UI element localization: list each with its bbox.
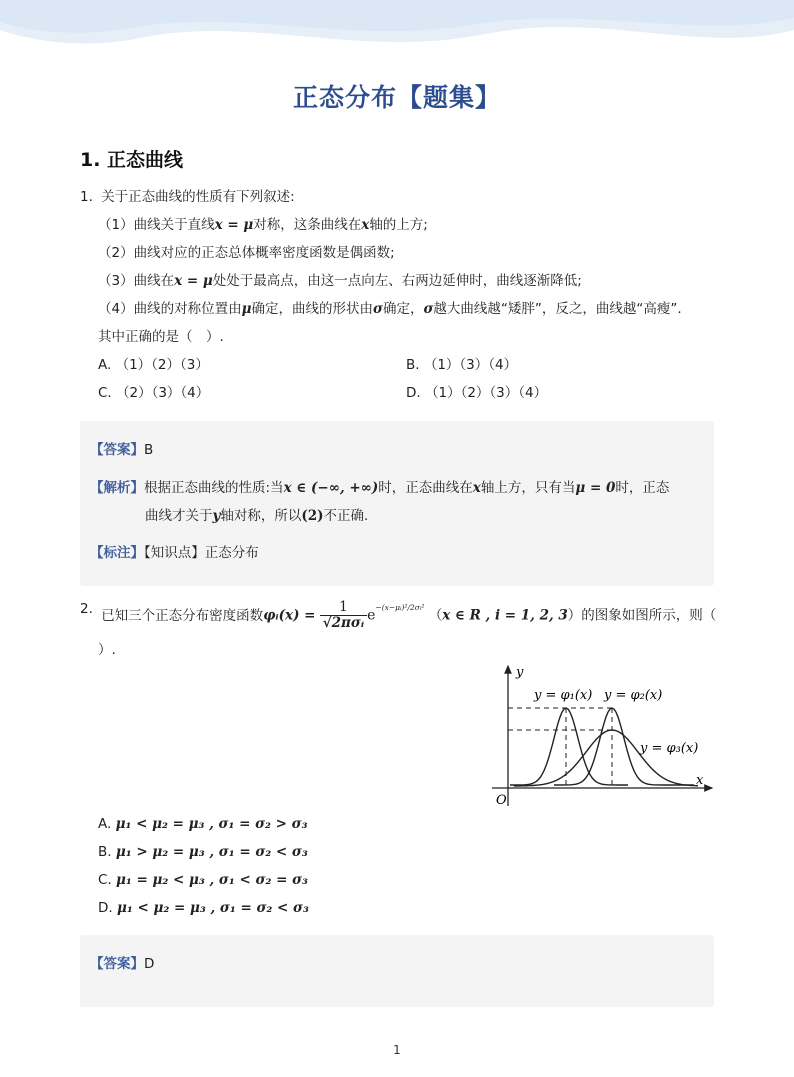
q2-frac-den: √2πσᵢ [322, 615, 365, 631]
q2-option-b-math: μ₁ > μ₂ = μ₃ , σ₁ = σ₂ < σ₃ [115, 844, 308, 860]
section-heading: 1. 正态曲线 [80, 149, 184, 171]
page-title: 正态分布【题集】 [292, 83, 501, 112]
q1-s1-text3: 轴的上方; [369, 217, 428, 233]
q1-statement-3 [98, 272, 582, 290]
q1-s1-text2: 对称，这条曲线在 [253, 217, 362, 233]
q1-exp-text5: 曲线才关于 [145, 508, 213, 524]
q1-s4-text2: 确定，曲线的形状由 [251, 301, 373, 317]
header-wave-decoration [0, 0, 794, 60]
q1-exp-text7: 不正确. [323, 508, 369, 524]
q1-s3-text: （3）曲线在 [98, 273, 175, 289]
q1-exp-text4: 时，正态 [615, 480, 670, 496]
q2-answer-tag: 【答案】 [90, 956, 144, 972]
q1-s1-text: （1）曲线关于直线 [98, 217, 215, 233]
q2-option-a-math: μ₁ < μ₂ = μ₃ , σ₁ = σ₂ > σ₃ [115, 816, 308, 832]
q2-exponent: −(x−μᵢ)²/2σᵢ² [375, 602, 425, 612]
q2-option-b[interactable] [98, 843, 308, 861]
q1-s4-mu: μ [241, 301, 252, 317]
q1-option-c[interactable]: C. （2）（3）（4） [98, 385, 210, 401]
q2-stem-paren: （ [428, 607, 443, 624]
q1-option-d[interactable]: D. （1）（2）（3）（4） [406, 385, 548, 401]
q1-option-b[interactable]: B. （1）（3）（4） [406, 357, 518, 373]
q1-statement-2: （2）曲线对应的正态总体概率密度函数是偶函数; [98, 245, 395, 261]
graph-label-phi2: y = φ₂(x) [604, 688, 663, 703]
q1-exp-text2: 时，正态曲线在 [378, 480, 473, 496]
q1-statement-1 [98, 216, 428, 234]
q2-stem [80, 600, 716, 636]
q2-option-b-letter: B. [98, 844, 112, 860]
q1-note-tag: 【标注】 [90, 545, 144, 561]
q2-fraction [320, 600, 367, 631]
q2-option-d[interactable] [98, 899, 309, 917]
q2-number: 2. [80, 601, 93, 617]
graph-label-phi1: y = φ₁(x) [534, 688, 593, 703]
q2-option-a-letter: A. [98, 816, 112, 832]
q1-exp-x: x [472, 480, 481, 496]
graph-axis-x-label: x [696, 773, 704, 788]
q1-exp-text3: 轴上方，只有当 [480, 480, 576, 496]
q1-exp-text6: 轴对称，所以 [220, 508, 302, 524]
q2-option-c[interactable] [98, 871, 308, 889]
graph-curve-phi1 [510, 708, 628, 785]
q1-s4-sigma: σ [372, 301, 383, 317]
graph-origin-label: O [496, 793, 507, 808]
q1-explanation-line2 [145, 507, 368, 525]
q1-statement-4 [98, 300, 682, 318]
q1-exp-math2: μ = 0 [575, 480, 616, 496]
q1-exp-math3: (2) [301, 508, 324, 524]
q1-s4-text3: 确定， [382, 301, 424, 317]
graph-label-phi3: y = φ₃(x) [640, 741, 699, 756]
q1-stem-text: 关于正态曲线的性质有下列叙述: [101, 189, 295, 205]
q2-e: e [367, 607, 376, 624]
q2-stem-text: 已知三个正态分布密度函数 [101, 607, 264, 624]
graph-curve-phi3 [514, 730, 698, 786]
q1-exp-text1: 根据正态曲线的性质:当 [144, 480, 284, 496]
q1-ask: 其中正确的是（ ）. [98, 329, 224, 345]
graph-axis-y-label: y [516, 665, 524, 680]
q1-exp-math1: x ∈ (−∞, +∞) [283, 480, 379, 496]
q2-option-d-math: μ₁ < μ₂ = μ₃ , σ₁ = σ₂ < σ₃ [116, 900, 309, 916]
q1-note [90, 544, 259, 562]
q1-answer-value: B [144, 442, 154, 458]
q2-option-c-math: μ₁ = μ₂ < μ₃ , σ₁ < σ₂ = σ₃ [116, 872, 308, 888]
q1-s4-text: （4）曲线的对称位置由 [98, 301, 242, 317]
q2-option-d-letter: D. [98, 900, 113, 916]
q2-frac-num: 1 [320, 600, 367, 616]
q1-s3-math: x = μ [174, 273, 213, 289]
q1-s1-math: x = μ [214, 217, 254, 233]
q1-exp-y: y [212, 508, 221, 524]
q2-stem-text2: ）的图象如图所示，则（ [567, 607, 717, 624]
q2-option-c-letter: C. [98, 872, 112, 888]
q2-answer-value: D [144, 956, 155, 972]
q1-explanation-tag: 【解析】 [90, 480, 144, 496]
q1-answer-box [80, 421, 714, 586]
q1-number: 1. [80, 189, 93, 205]
q2-condition: x ∈ R , i = 1, 2, 3 [442, 607, 568, 624]
q1-note-value: 【知识点】正态分布 [144, 545, 259, 561]
q2-normal-curves-graph [488, 660, 718, 810]
q1-explanation-line1 [90, 479, 669, 497]
q1-s4-sigma2: σ [423, 301, 434, 317]
q2-answer [90, 955, 154, 973]
q1-answer-tag: 【答案】 [90, 442, 144, 458]
page-number: 1 [393, 1043, 401, 1057]
q2-option-a[interactable] [98, 815, 308, 833]
q1-s4-text4: 越大曲线越“矮胖”，反之，曲线越“高瘦”. [433, 301, 682, 317]
q2-answer-box [80, 935, 714, 1007]
q1-s3-text2: 处处于最高点，由这一点向左、右两边延伸时，曲线逐渐降低; [212, 273, 582, 289]
q1-answer [90, 441, 153, 459]
q2-stem-end: ）. [98, 642, 116, 658]
q1-option-a[interactable]: A. （1）（2）（3） [98, 357, 209, 373]
q1-s1-x: x [361, 217, 370, 233]
q1-stem [80, 188, 295, 206]
q2-phi: φᵢ(x) = [263, 607, 316, 624]
